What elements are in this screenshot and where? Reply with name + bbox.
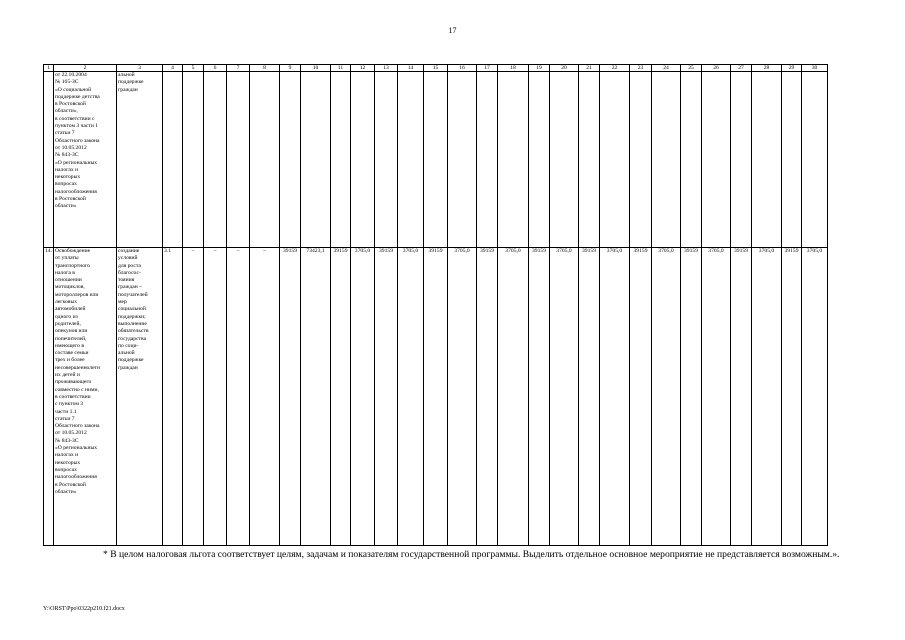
table-cell: [652, 72, 681, 248]
table-cell: [351, 72, 375, 248]
column-number: 4: [163, 65, 183, 72]
value-cell: 3705,0: [752, 248, 782, 546]
column-number: 23: [630, 65, 652, 72]
table-cell: [448, 72, 477, 248]
column-number: 8: [250, 65, 280, 72]
value-cell: 39159: [782, 248, 802, 546]
table-row: [44, 72, 828, 248]
table-cell: [731, 72, 752, 248]
column-number: 6: [204, 65, 227, 72]
measure-goal-cell: создание условий для роста благосос- тояния граждан – получателей мер социальной поддержки; выполнение обязательств государства по соци- альной поддержке граждан: [117, 248, 163, 546]
table-cell: [702, 72, 731, 248]
column-number: 11: [331, 65, 351, 72]
column-number: 29: [782, 65, 802, 72]
table-cell: [681, 72, 702, 248]
value-cell: 3705,0: [448, 248, 477, 546]
table-cell: [600, 72, 630, 248]
measure-name-cell: от 22.10.2004 № 165-ЗС «О социальной поддержке детства в Ростовской области», в соответствии с пунктом 3 части 1 статьи 7 Областного закона от 10.05.2012 № 843-ЗС «О региональных налогах и некоторых вопросах налогообложения в Ростовской области»: [54, 72, 117, 248]
table-cell: [579, 72, 600, 248]
table-cell: [280, 72, 301, 248]
table-cell: [752, 72, 782, 248]
column-number: 22: [600, 65, 630, 72]
column-number: 19: [529, 65, 550, 72]
value-cell: 3705,0: [550, 248, 579, 546]
column-number: 10: [301, 65, 331, 72]
table-cell: [375, 72, 398, 248]
column-number: 25: [681, 65, 702, 72]
measure-goal-cell: альной поддержке граждан: [117, 72, 163, 248]
table-cell: [630, 72, 652, 248]
value-cell: 39159: [630, 248, 652, 546]
value-cell: 39159: [681, 248, 702, 546]
table-cell: [204, 72, 227, 248]
header-row: [44, 65, 828, 72]
table-cell: –: [250, 248, 280, 546]
file-path-footer: Y:\ORST\Ppo\0322p210.f21.docx: [43, 606, 125, 612]
value-cell: 39159: [280, 248, 301, 546]
table-cell: [782, 72, 802, 248]
column-number: 28: [752, 65, 782, 72]
table-cell: [550, 72, 579, 248]
value-cell: 39159: [731, 248, 752, 546]
column-number: 21: [579, 65, 600, 72]
table-row: [44, 248, 828, 546]
table-cell: –: [204, 248, 227, 546]
table-cell: [477, 72, 498, 248]
column-number: 24: [652, 65, 681, 72]
value-cell: 39159: [331, 248, 351, 546]
page-number: 17: [448, 26, 457, 35]
table-cell: –: [227, 248, 250, 546]
row-number-cell: [44, 72, 54, 248]
column-number: 3: [117, 65, 163, 72]
column-number: 26: [702, 65, 731, 72]
indicator-cell: 3.1: [163, 248, 183, 546]
column-number: 12: [351, 65, 375, 72]
value-cell: 3705,0: [802, 248, 828, 546]
value-cell: 39159: [424, 248, 448, 546]
value-cell: 3705,0: [398, 248, 424, 546]
column-number: 30: [802, 65, 828, 72]
column-number: 5: [183, 65, 204, 72]
table-cell: [183, 72, 204, 248]
value-cell: 3705,0: [702, 248, 731, 546]
table-cell: [250, 72, 280, 248]
value-cell: 3705,0: [351, 248, 375, 546]
table-cell: –: [183, 248, 204, 546]
column-number: 17: [477, 65, 498, 72]
data-table: [43, 64, 828, 546]
column-number: 7: [227, 65, 250, 72]
column-number: 1: [44, 65, 54, 72]
table-cell: [802, 72, 828, 248]
measure-name-cell: Освобождение от уплаты транспортного налога в отношении мотоциклов, мотороллеров или легковых автомобилей одного из родителей, опекунов или попечителей, имеющего в составе семьи трех и более несовершеннолетн их детей и проживающего совместно с ними, в соответствии с пунктом 3 части 1.1 статьи 7 Областного закона от 10.05.2012 № 843-ЗС «О региональных налогах и некоторых вопросах налогообложения в Ростовской области»: [54, 248, 117, 546]
value-cell: 39159: [529, 248, 550, 546]
column-number: 9: [280, 65, 301, 72]
column-number: 15: [424, 65, 448, 72]
row-number-cell: 14.: [44, 248, 54, 546]
table-cell: [227, 72, 250, 248]
column-number: 2: [54, 65, 117, 72]
column-number: 16: [448, 65, 477, 72]
table-cell: [498, 72, 529, 248]
table-cell: [529, 72, 550, 248]
column-number: 14: [398, 65, 424, 72]
value-cell: 3705,0: [652, 248, 681, 546]
table-cell: [163, 72, 183, 248]
footnote: * В целом налоговая льгота соответствует целям, задачам и показателям государственной программы. Выделить отдельное основное мероприятие не представляется возможным.».: [103, 549, 840, 560]
column-number: 27: [731, 65, 752, 72]
column-number: 13: [375, 65, 398, 72]
value-cell: 39159: [375, 248, 398, 546]
value-cell: 39159: [477, 248, 498, 546]
table-cell: [424, 72, 448, 248]
table-cell: [301, 72, 331, 248]
value-cell: 3705,0: [600, 248, 630, 546]
table-cell: [398, 72, 424, 248]
column-number: 18: [498, 65, 529, 72]
column-number: 20: [550, 65, 579, 72]
value-cell: 3705,0: [498, 248, 529, 546]
table-cell: [331, 72, 351, 248]
value-cell: 39159: [579, 248, 600, 546]
value-cell: 73423,1: [301, 248, 331, 546]
